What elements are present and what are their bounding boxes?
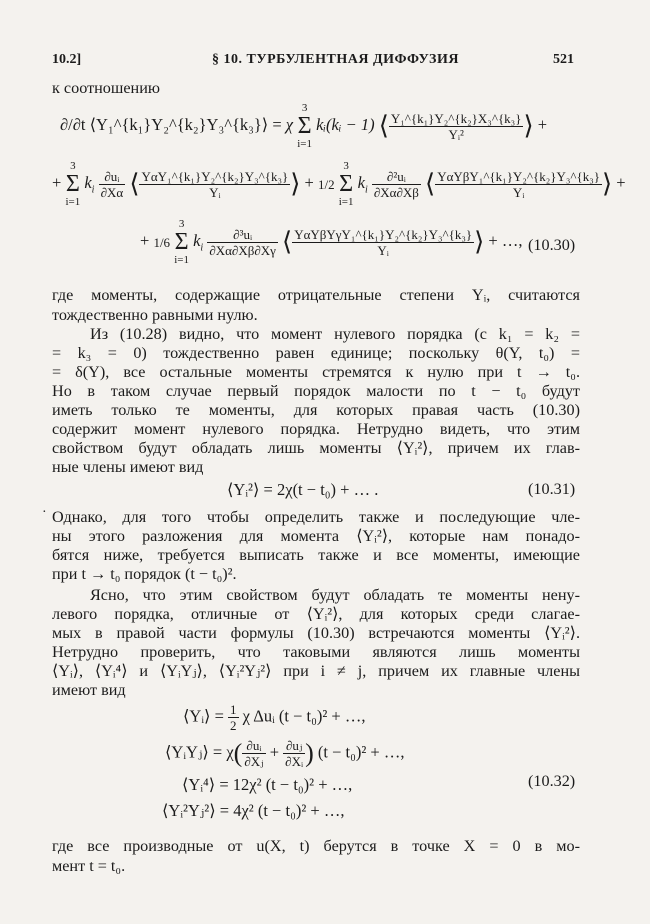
text-line: ⟨Yᵢ⟩, ⟨Yᵢ⁴⟩ и ⟨YᵢYⱼ⟩, ⟨Yᵢ²Yⱼ²⟩ при i ≠ j, причем их главные члены <box>52 662 580 680</box>
equation-10-32-row-3: ⟨Yᵢ⁴⟩ = 12χ² (t − t₀)² + …, <box>182 775 353 794</box>
text-line: свойством будут обладать лишь моменты ⟨Yᵢ²⟩, причем их глав- <box>52 439 580 457</box>
text-line: Нетрудно проверить, что таковыми являются лишь моменты <box>52 643 580 661</box>
text-line: ны этого разложения для момента ⟨Yᵢ²⟩, которые нам понадо- <box>52 527 580 545</box>
text-line: = δ(Y), все остальные моменты стремятся к нулю при t → t₀. <box>52 363 580 381</box>
text-line: ные члены имеют вид <box>52 458 204 476</box>
equation-10-30-line-2: + 3 Σ i=1 $k_i$ $\frac{\text{∂uᵢ}}{\partial X\alpha}$ ⟨ $\frac{\text{YαY₁\textasciicircum{}\{k₁\}Y₂\textasciicircum{}\{k₂\}Y₃\textasciicircum{}\{k₃\}}}{\text{Yᵢ}}$ ⟩ + 1/2 3 Σ i=1 $k_i$ $\frac{\text{∂²uᵢ}}{\partial X\alpha\partial X\beta}$ ⟨ $\frac{\text{YαYβY₁\textasciicircum{}\{k₁\}Y₂\textasciicircum{}\{k₂\}Y₃\textasciicircum{}\{k₃\}}}{\text{Yᵢ}}$ ⟩ + <box>52 160 626 208</box>
running-title: § 10. ТУРБУЛЕНТНАЯ ДИФФУЗИЯ <box>212 52 459 67</box>
text-line: Ясно, что этим свойством будут обладать те моменты нену- <box>90 586 580 604</box>
eq-lhs: ∂/∂t ⟨Y₁^{k₁}Y₂^{k₂}Y₃^{k₃}⟩ = <box>60 114 282 134</box>
text-line: бятся ниже, требуется выписать также и все моменты, имеющие <box>52 546 580 564</box>
equation-number-10-31: (10.31) <box>528 480 576 498</box>
text-line: имеют вид <box>52 681 126 699</box>
equation-10-32-row-2: ⟨YᵢYⱼ⟩ = χ( $\frac{\text{∂uᵢ}}{\text{∂Xⱼ}}$ + $\frac{\text{∂uⱼ}}{\text{∂Xᵢ}}$ ) (t − t₀)² + …, <box>165 738 405 769</box>
text-line: к соотношению <box>52 79 160 97</box>
text-line: левого порядка, отличные от ⟨Yᵢ²⟩, для которых среди слагае- <box>52 605 580 623</box>
equation-10-32-row-4: ⟨Yᵢ²Yⱼ²⟩ = 4χ² (t − t₀)² + …, <box>162 801 345 820</box>
equation-10-30-line-1: ∂/∂t ⟨Y₁^{k₁}Y₂^{k₂}Y₃^{k₃}⟩ = χ 3 Σ i=1 kᵢ(kᵢ − 1) ⟨ $\frac{\text{Y₁\textasciicircum{}\{k₁\}Y₂\textasciicircum{}\{k₂\}X₃\textasciicircum{}\{k₃\}}}{\text{Yᵢ²}}$ ⟩ + <box>60 102 548 150</box>
text-line: Однако, для того чтобы определить также и последующие чле- <box>52 508 580 526</box>
text-line: мых в правой части формулы (10.30) встречаются моменты ⟨Yᵢ²⟩. <box>52 624 580 642</box>
text-line: содержит момент нулевого порядка. Нетрудно видеть, что этим <box>52 420 580 438</box>
eq-coef: χ <box>285 114 294 134</box>
eq-fraction: $\frac{\text{Y₁\textasciicircum{}\{k₁\}Y₂\textasciicircum{}\{k₂\}X₃\textasciicircum{}\{k₃\}}}{\text{Yᵢ²}}$ <box>390 110 522 142</box>
equation-10-31: ⟨Yᵢ²⟩ = 2χ(t − t₀) + … . <box>227 480 379 499</box>
text-line: иметь только те моменты, для которых правая часть (10.30) <box>52 401 580 419</box>
text-line: где все производные от u(X, t) берутся в точке X = 0 в мо- <box>52 837 580 855</box>
section-number: 10.2] <box>52 52 82 67</box>
eq-term: kᵢ(kᵢ − 1) <box>316 114 375 134</box>
text-line: тождественно равными нулю. <box>52 306 258 324</box>
equation-number-10-32: (10.32) <box>528 772 576 790</box>
text-line: где моменты, содержащие отрицательные степени Yᵢ, считаются <box>52 286 580 304</box>
text-line: Но в таком случае первый порядок малости по t − t₀ будут <box>52 382 580 400</box>
equation-10-32-row-1: ⟨Yᵢ⟩ = $\frac{1}{2}$ χ Δuᵢ (t − t₀)² + …, <box>183 702 366 733</box>
equation-10-30-line-3: + 1/6 3 Σ i=1 $k_i$ $\frac{\text{∂³uᵢ}}{\partial X\alpha\partial X\beta\partial X\gamma}$ ⟨ $\frac{\text{YαYβYγY₁\textasciicircum{}\{k₁\}Y₂\textasciicircum{}\{k₂\}Y₃\textasciicircum{}\{k₃\}}}{\text{Yᵢ}}$ ⟩ + …, <box>140 218 523 266</box>
margin-dot: · <box>42 505 47 520</box>
text-line: мент t = t₀. <box>52 857 126 875</box>
text-line: = k₃ = 0) тождественно равен единице; поскольку θ(Y, t₀) = <box>52 344 580 362</box>
page-number: 521 <box>553 52 574 67</box>
sum-symbol: 3 Σ i=1 <box>65 160 81 208</box>
sum-symbol: 3 Σ i=1 <box>297 102 312 150</box>
text-line: Из (10.28) видно, что момент нулевого порядка (с k₁ = k₂ = <box>90 325 580 343</box>
equation-number-10-30: (10.30) <box>528 236 576 254</box>
text-line: при t → t₀ порядок (t − t₀)². <box>52 565 237 583</box>
